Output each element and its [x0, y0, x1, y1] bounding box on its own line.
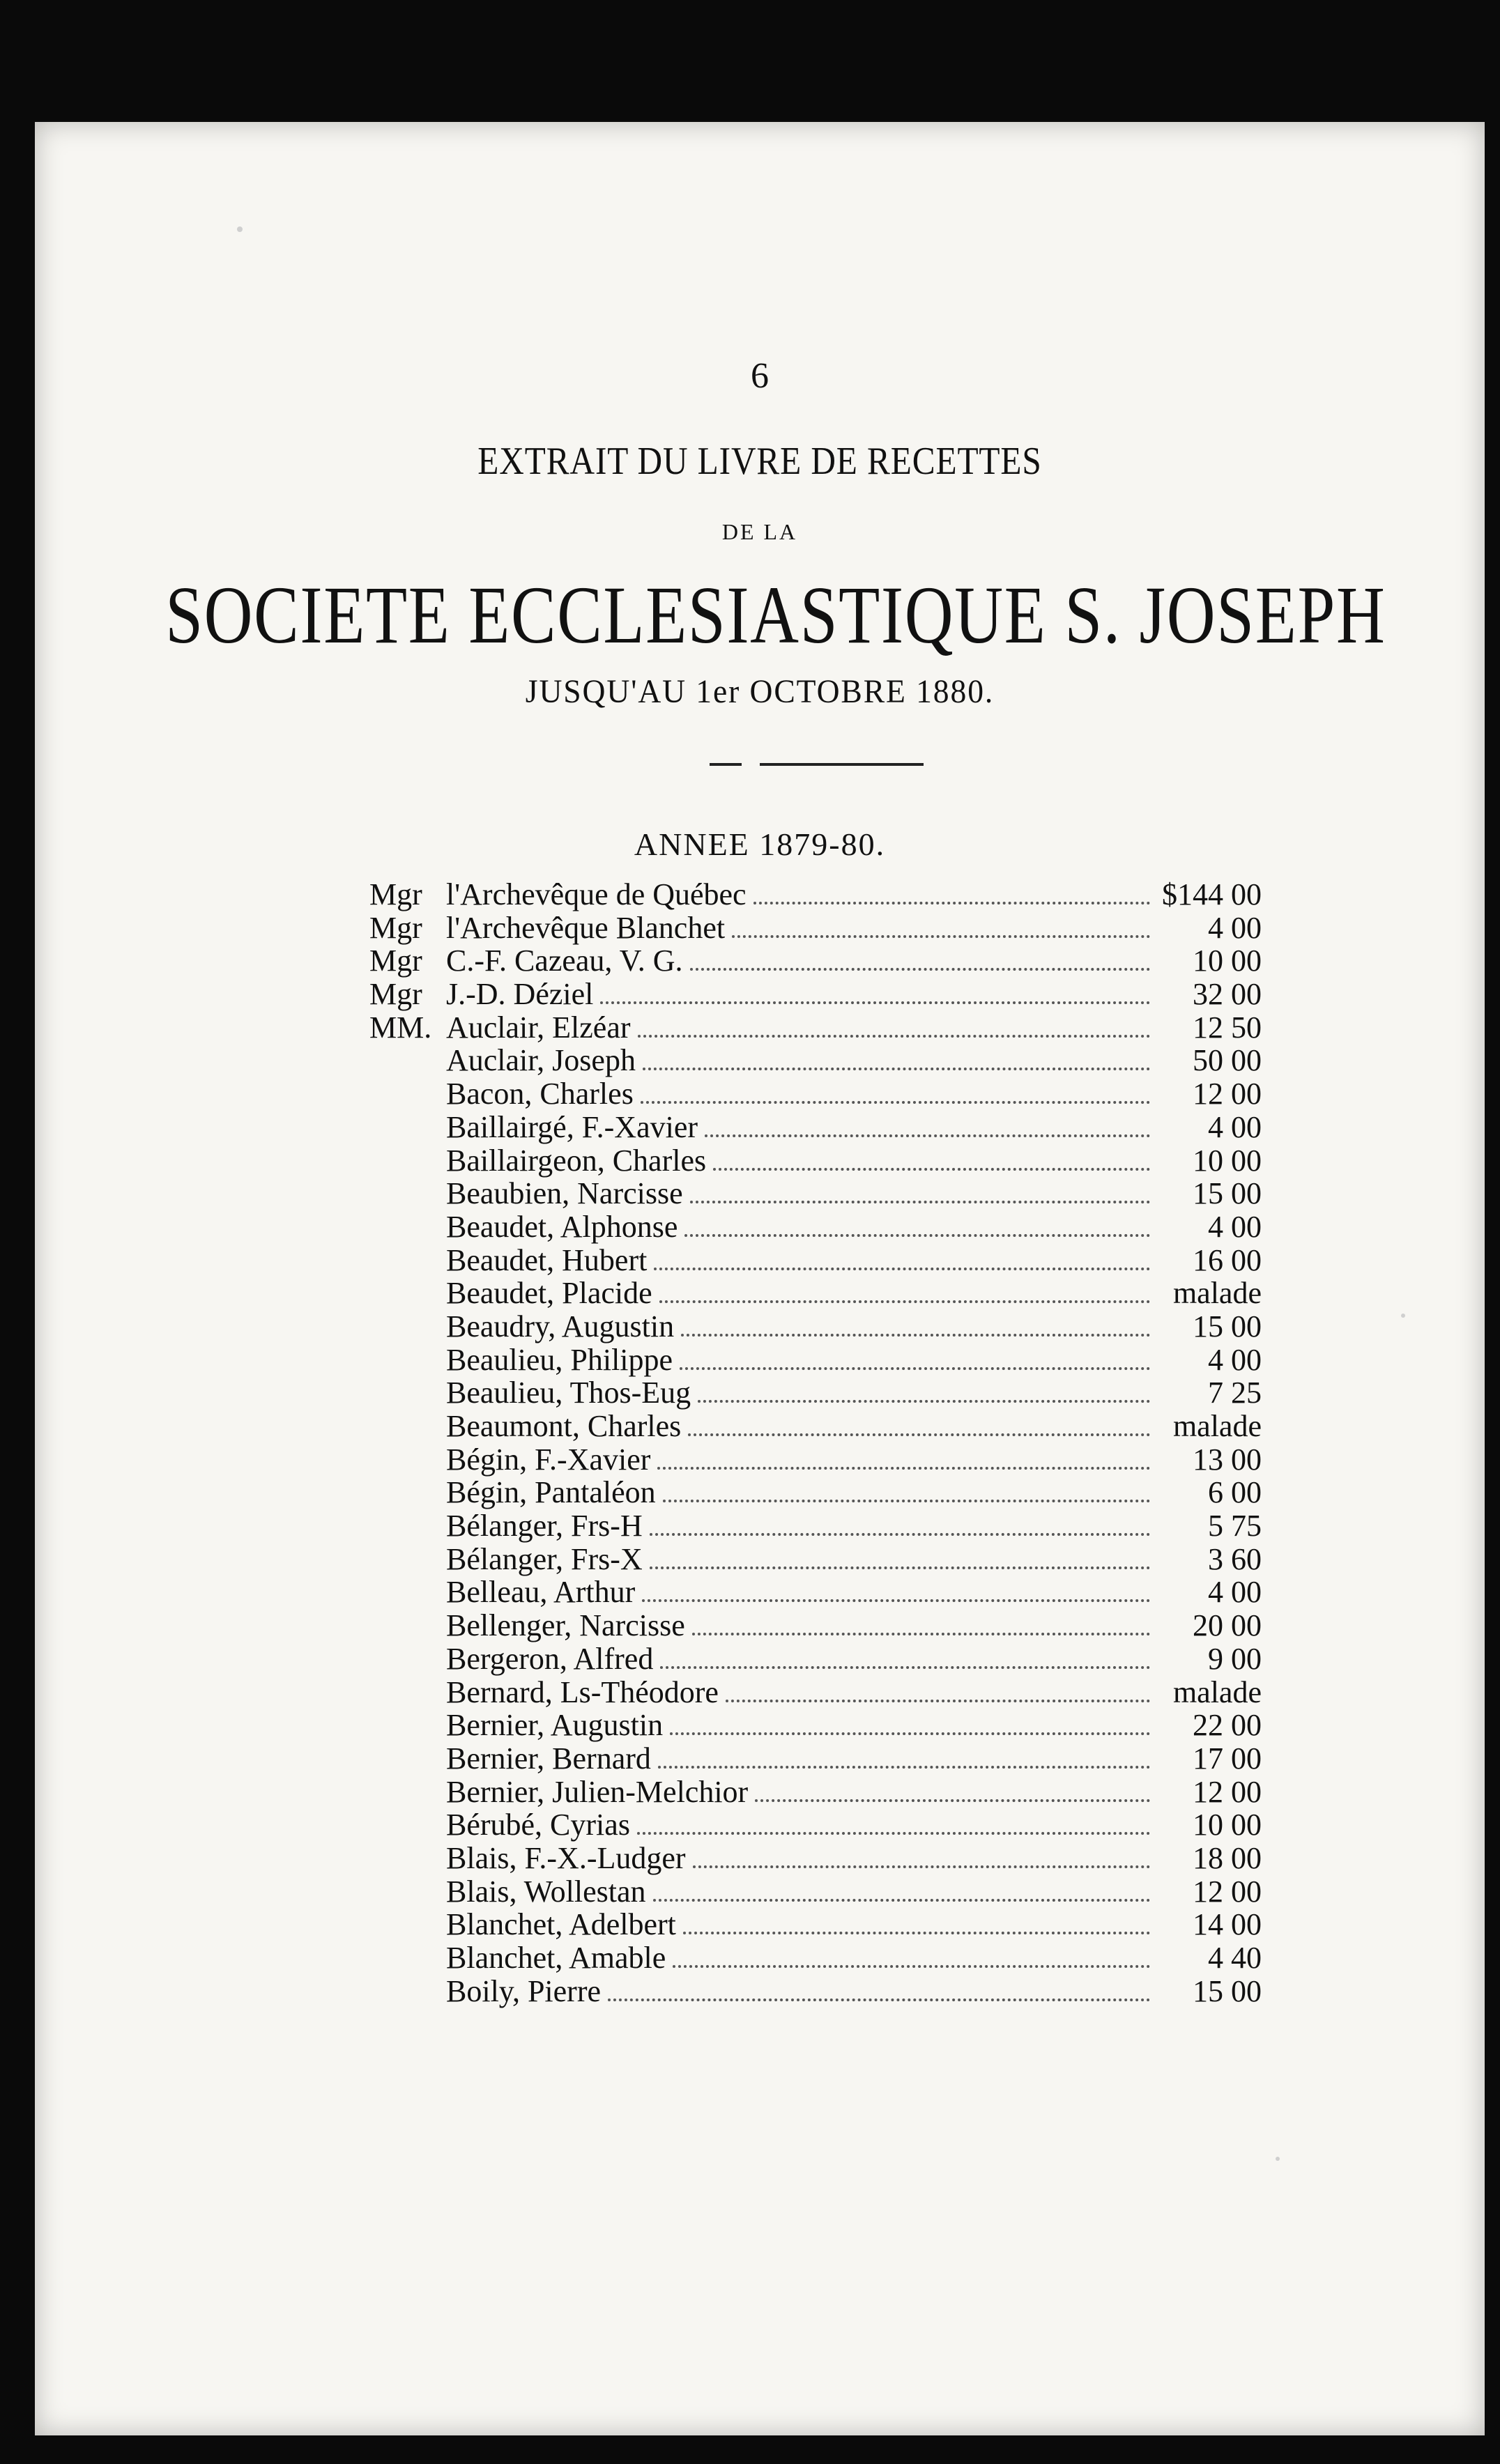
ledger-row-amount: 18 00: [1193, 1840, 1262, 1875]
ledger-row-leader-dots: [638, 1034, 1150, 1038]
ledger-row-name: Bélanger, Frs-X: [446, 1541, 643, 1576]
paper-page: [35, 122, 1485, 2435]
ledger-row-name: Bergeron, Alfred: [446, 1641, 654, 1676]
ledger-row: [369, 1044, 1262, 1077]
ledger-row-leader-dots: [680, 1366, 1150, 1370]
ledger-row-leader-dots: [698, 1399, 1150, 1403]
ledger-row-amount: 10 00: [1193, 944, 1262, 978]
ledger-row-leader-dots: [692, 1632, 1150, 1635]
ledger-row-leader-dots: [755, 1799, 1150, 1802]
ledger-row-leader-dots: [650, 1532, 1150, 1536]
ledger-row-leader-dots: [726, 1699, 1150, 1702]
ledger-row: [369, 1144, 1262, 1178]
ledger-row-amount: 12 00: [1193, 1874, 1262, 1909]
ledger-row-name: Bégin, Pantaléon: [446, 1475, 656, 1510]
ledger-row: [369, 1210, 1262, 1244]
ledger-row-leader-dots: [643, 1067, 1150, 1070]
ledger-row: [369, 1875, 1262, 1909]
ledger-row-leader-dots: [659, 1300, 1150, 1303]
ledger-row: [369, 1410, 1262, 1443]
ledger-row: [369, 1509, 1262, 1543]
paper-speck: [237, 226, 243, 232]
ledger-row-prefix: MM.: [369, 1010, 432, 1045]
ledger-row-name: J.-D. Déziel: [446, 977, 594, 1012]
ledger-row: [369, 1077, 1262, 1111]
ledger-row-leader-dots: [690, 967, 1151, 971]
ledger-row: [369, 1443, 1262, 1477]
ledger-row-name: Belleau, Arthur: [446, 1575, 636, 1610]
ledger-row-leader-dots: [705, 1134, 1150, 1137]
ledger-row: [369, 878, 1262, 911]
ledger-row-name: Blais, F.-X.-Ludger: [446, 1840, 686, 1875]
ledger-row: [369, 1177, 1262, 1210]
ledger-row-amount: 20 00: [1193, 1608, 1262, 1643]
ledger-row-amount: 4 00: [1208, 1109, 1262, 1144]
ledger-row-name: Beaulieu, Thos-Eug: [446, 1376, 691, 1410]
ledger-row: [369, 1011, 1262, 1045]
ledger-row: [369, 1343, 1262, 1377]
ledger-row-name: Bernier, Bernard: [446, 1741, 651, 1776]
ledger-row-amount: 4 00: [1208, 1342, 1262, 1377]
ledger-row-leader-dots: [654, 1267, 1150, 1270]
ledger-row: [369, 1709, 1262, 1742]
heading-date: JUSQU'AU 1er OCTOBRE 1880.: [525, 673, 995, 710]
ledger-row: [369, 1576, 1262, 1609]
ledger-row: [369, 1808, 1262, 1842]
ledger-row-amount: 12 00: [1193, 1077, 1262, 1111]
ledger-row-amount: 50 00: [1193, 1043, 1262, 1078]
ledger-row-leader-dots: [653, 1898, 1150, 1902]
decorative-rule-long: [760, 763, 924, 766]
ledger-row: [369, 1908, 1262, 1941]
ledger-row-amount: 4 00: [1208, 1575, 1262, 1610]
paper-speck: [1276, 2157, 1280, 2161]
ledger-row-name: Baillairgé, F.-Xavier: [446, 1109, 698, 1144]
heading-de-la: DE LA: [721, 519, 798, 544]
ledger-row: [369, 1111, 1262, 1144]
ledger-row-amount: 6 00: [1208, 1475, 1262, 1510]
ledger-row-leader-dots: [650, 1566, 1150, 1569]
ledger-row-name: Beaubien, Narcisse: [446, 1176, 683, 1211]
ledger-row-leader-dots: [732, 934, 1150, 938]
ledger-row-leader-dots: [688, 1433, 1150, 1436]
ledger-row-amount: 15 00: [1193, 1309, 1262, 1343]
ledger-row-amount: 5 75: [1208, 1509, 1262, 1543]
ledger-row-amount: 17 00: [1193, 1741, 1262, 1776]
ledger-row-name: Auclair, Elzéar: [446, 1010, 631, 1045]
ledger-row-leader-dots: [684, 1233, 1150, 1237]
ledger-row-name: l'Archevêque Blanchet: [446, 910, 726, 945]
ledger-row-name: l'Archevêque de Québec: [446, 877, 747, 911]
ledger-row-name: Bernier, Julien-Melchior: [446, 1774, 749, 1809]
ledger-row-name: Bérubé, Cyrias: [446, 1808, 630, 1842]
ledger-row: [369, 1476, 1262, 1509]
section-title-year: ANNEE 1879-80.: [634, 826, 886, 862]
ledger-row-amount: 10 00: [1193, 1808, 1262, 1842]
ledger-row: [369, 978, 1262, 1011]
ledger-row-name: Bégin, F.-Xavier: [446, 1442, 651, 1477]
ledger-row-leader-dots: [693, 1865, 1150, 1868]
heading-society-name: SOCIETE ECCLESIASTIQUE S. JOSEPH: [165, 569, 1386, 661]
ledger-row-leader-dots: [683, 1931, 1150, 1934]
ledger-row: [369, 1310, 1262, 1343]
ledger-row-amount: $144 00: [1162, 877, 1262, 911]
ledger-row-amount: 15 00: [1193, 1973, 1262, 2008]
ledger-row-leader-dots: [642, 1599, 1150, 1602]
ledger-row-name: Blanchet, Amable: [446, 1941, 666, 1975]
heading-extract-title: EXTRAIT DU LIVRE DE RECETTES: [477, 440, 1042, 483]
ledger-row-name: Beaumont, Charles: [446, 1409, 682, 1443]
ledger-row-leader-dots: [673, 1964, 1150, 1968]
ledger-row-name: Blanchet, Adelbert: [446, 1907, 676, 1942]
ledger-row: [369, 1842, 1262, 1875]
decorative-rule-short: [710, 763, 742, 766]
ledger-row-prefix: Mgr: [369, 977, 422, 1012]
ledger-row-amount: 4 00: [1208, 1209, 1262, 1244]
ledger-row-name: Beaudet, Hubert: [446, 1242, 648, 1277]
paper-speck: [1401, 1314, 1405, 1318]
ledger-row-name: Bellenger, Narcisse: [446, 1608, 685, 1643]
ledger-row-name: Blais, Wollestan: [446, 1874, 646, 1909]
ledger-row: [369, 1676, 1262, 1709]
ledger-row-name: Baillairgeon, Charles: [446, 1143, 707, 1178]
ledger-row: [369, 1376, 1262, 1410]
ledger-row-amount: 3 60: [1208, 1541, 1262, 1576]
ledger-row-amount: 15 00: [1193, 1176, 1262, 1211]
ledger-row: [369, 1941, 1262, 1975]
ledger-row-leader-dots: [660, 1665, 1150, 1669]
ledger-row: [369, 1543, 1262, 1576]
ledger-row-amount: 12 00: [1193, 1774, 1262, 1809]
ledger-row-leader-dots: [608, 1998, 1150, 2001]
page-number: 6: [751, 356, 769, 396]
ledger-row: [369, 944, 1262, 978]
ledger-row-leader-dots: [663, 1499, 1150, 1502]
ledger-row-amount: 9 00: [1208, 1641, 1262, 1676]
ledger-row-prefix: Mgr: [369, 944, 422, 978]
ledger-row-leader-dots: [658, 1765, 1150, 1769]
ledger-row-leader-dots: [641, 1100, 1150, 1104]
ledger-row-name: Beaudry, Augustin: [446, 1309, 675, 1343]
ledger-row-amount: 4 40: [1208, 1941, 1262, 1975]
ledger-row-leader-dots: [637, 1831, 1150, 1835]
ledger-row-name: Beaudet, Alphonse: [446, 1209, 678, 1244]
ledger-row-name: Bacon, Charles: [446, 1077, 634, 1111]
ledger-row-name: Bernier, Augustin: [446, 1708, 664, 1743]
ledger-row: [369, 1277, 1262, 1310]
ledger-row: [369, 1975, 1262, 2008]
ledger-row-amount: 10 00: [1193, 1143, 1262, 1178]
ledger-row-leader-dots: [753, 901, 1150, 904]
ledger-row: [369, 1609, 1262, 1642]
ledger-row-prefix: Mgr: [369, 910, 422, 945]
ledger-row-leader-dots: [713, 1167, 1150, 1171]
ledger-row-amount: 14 00: [1193, 1907, 1262, 1942]
ledger-row-amount: 13 00: [1193, 1442, 1262, 1477]
ledger-row-name: Beaulieu, Philippe: [446, 1342, 673, 1377]
ledger-row-amount: 22 00: [1193, 1708, 1262, 1743]
ledger-row: [369, 911, 1262, 945]
ledger-row-leader-dots: [657, 1466, 1150, 1470]
ledger-row-name: Bernard, Ls-Théodore: [446, 1674, 719, 1709]
ledger-row: [369, 1244, 1262, 1277]
ledger-row-amount: malade: [1172, 1674, 1262, 1709]
ledger-row-leader-dots: [670, 1732, 1150, 1735]
ledger-list: [369, 878, 1262, 2008]
ledger-row-name: Auclair, Joseph: [446, 1043, 636, 1078]
ledger-row: [369, 1642, 1262, 1676]
ledger-row-amount: 12 50: [1193, 1010, 1262, 1045]
ledger-row-name: Beaudet, Placide: [446, 1276, 652, 1311]
ledger-row-amount: 32 00: [1193, 977, 1262, 1012]
ledger-row-leader-dots: [600, 1001, 1150, 1004]
ledger-row-amount: 7 25: [1208, 1376, 1262, 1410]
ledger-row-leader-dots: [681, 1333, 1150, 1337]
ledger-row-amount: 16 00: [1193, 1242, 1262, 1277]
ledger-row: [369, 1742, 1262, 1776]
ledger-row-name: C.-F. Cazeau, V. G.: [446, 944, 683, 978]
ledger-row-name: Bélanger, Frs-H: [446, 1509, 643, 1543]
ledger-row: [369, 1776, 1262, 1809]
ledger-row-leader-dots: [690, 1200, 1150, 1203]
ledger-row-amount: 4 00: [1208, 910, 1262, 945]
ledger-row-prefix: Mgr: [369, 877, 422, 911]
ledger-row-amount: malade: [1172, 1276, 1262, 1311]
ledger-row-name: Boily, Pierre: [446, 1973, 601, 2008]
ledger-row-amount: malade: [1172, 1409, 1262, 1443]
